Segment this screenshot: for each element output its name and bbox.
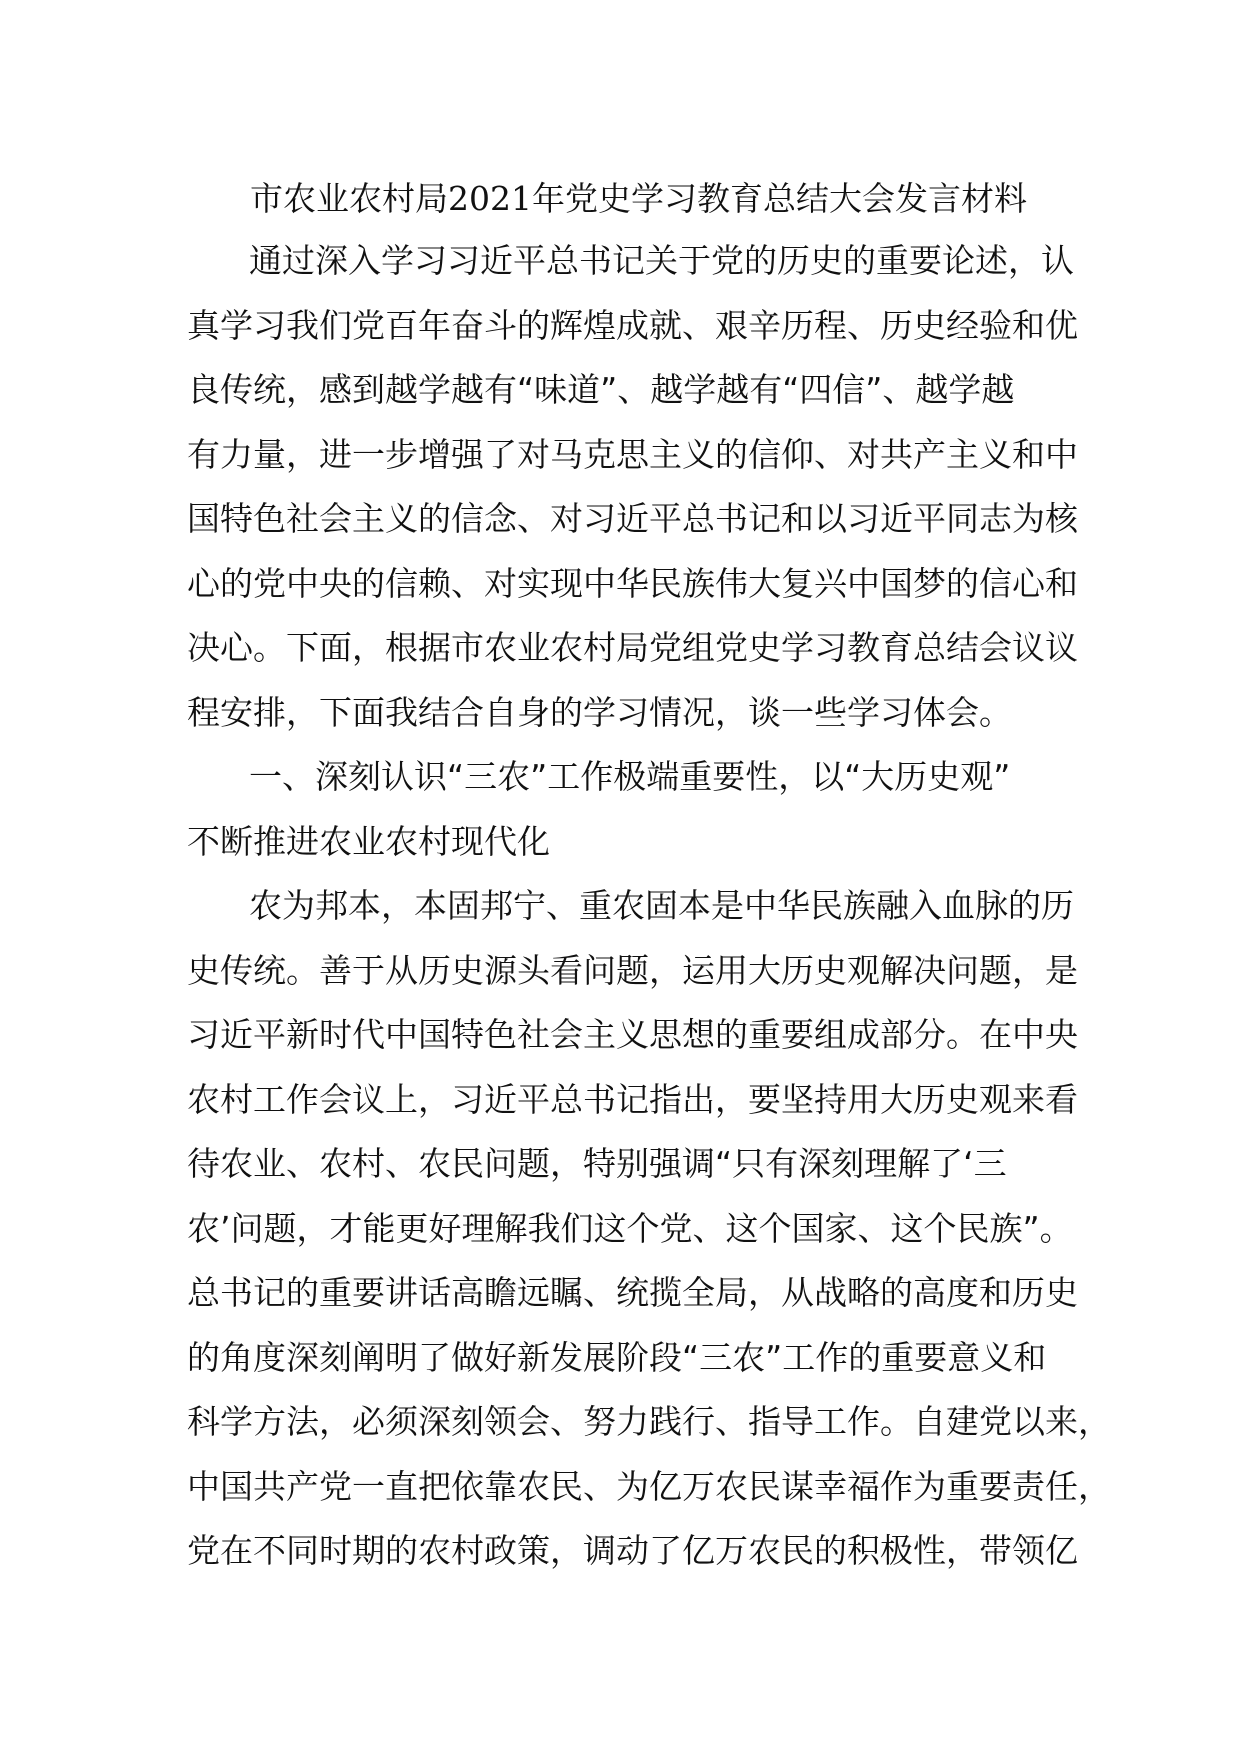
paragraph-line: 良传统，感到越学越有“味道”、越学越有“四信”、越学越 [187,370,1015,409]
paragraph-intro [187,229,1087,745]
paragraph-line: 的角度深刻阐明了做好新发展阶段“三农”工作的重要意义和 [187,1337,1047,1377]
paragraph-line: 党在不同时期的农村政策，调动了亿万农民的积极性，带领亿 [187,1531,1078,1570]
section-heading-line: 一、深刻认识“三农”工作极端重要性，以“大历史观” [249,757,1011,796]
document-title: 市农业农村局2021年党史学习教育总结大会发言材料 [250,179,1027,218]
paragraph-line: 中国共产党一直把依靠农民、为亿万农民谋幸福作为重要责任， [187,1466,1111,1506]
paragraph-line: 国特色社会主义的信念、对习近平总书记和以习近平同志为核 [187,499,1078,538]
paragraph-line: 有力量，进一步增强了对马克思主义的信仰、对共产主义和中 [187,434,1078,474]
paragraph-line: 心的党中央的信赖、对实现中华民族伟大复兴中国梦的信心和 [187,563,1078,603]
section-heading-line: 不断推进农业农村现代化 [187,821,550,861]
paragraph-line: 程安排，下面我结合自身的学习情况，谈一些学习体会。 [187,692,1012,732]
section-heading-1 [187,745,1087,874]
paragraph-line: 农村工作会议上，习近平总书记指出，要坚持用大历史观来看 [187,1079,1078,1119]
document-body [187,229,1111,1584]
paragraph-line: 决心。下面，根据市农业农村局党组党史学习教育总结会议议 [187,628,1078,667]
paragraph-line: 科学方法，必须深刻领会、努力践行、指导工作。自建党以来， [187,1402,1111,1441]
paragraph-line: 农为邦本，本固邦宁、重农固本是中华民族融入血脉的历 [249,886,1074,925]
paragraph-line: 真学习我们党百年奋斗的辉煌成就、艰辛历程、历史经验和优 [187,305,1078,345]
paragraph-line: 史传统。善于从历史源头看问题，运用大历史观解决问题，是 [187,950,1078,990]
paragraph-line: 农’问题，才能更好理解我们这个党、这个国家、这个民族”。 [187,1208,1073,1248]
paragraph-section-1 [187,874,1111,1584]
paragraph-line: 待农业、农村、农民问题，特别强调“只有深刻理解了‘三 [187,1144,1007,1183]
paragraph-line: 习近平新时代中国特色社会主义思想的重要组成部分。在中央 [187,1015,1078,1054]
paragraph-line: 总书记的重要讲话高瞻远瞩、统揽全局，从战略的高度和历史 [187,1273,1078,1312]
paragraph-line: 通过深入学习习近平总书记关于党的历史的重要论述，认 [249,241,1074,280]
